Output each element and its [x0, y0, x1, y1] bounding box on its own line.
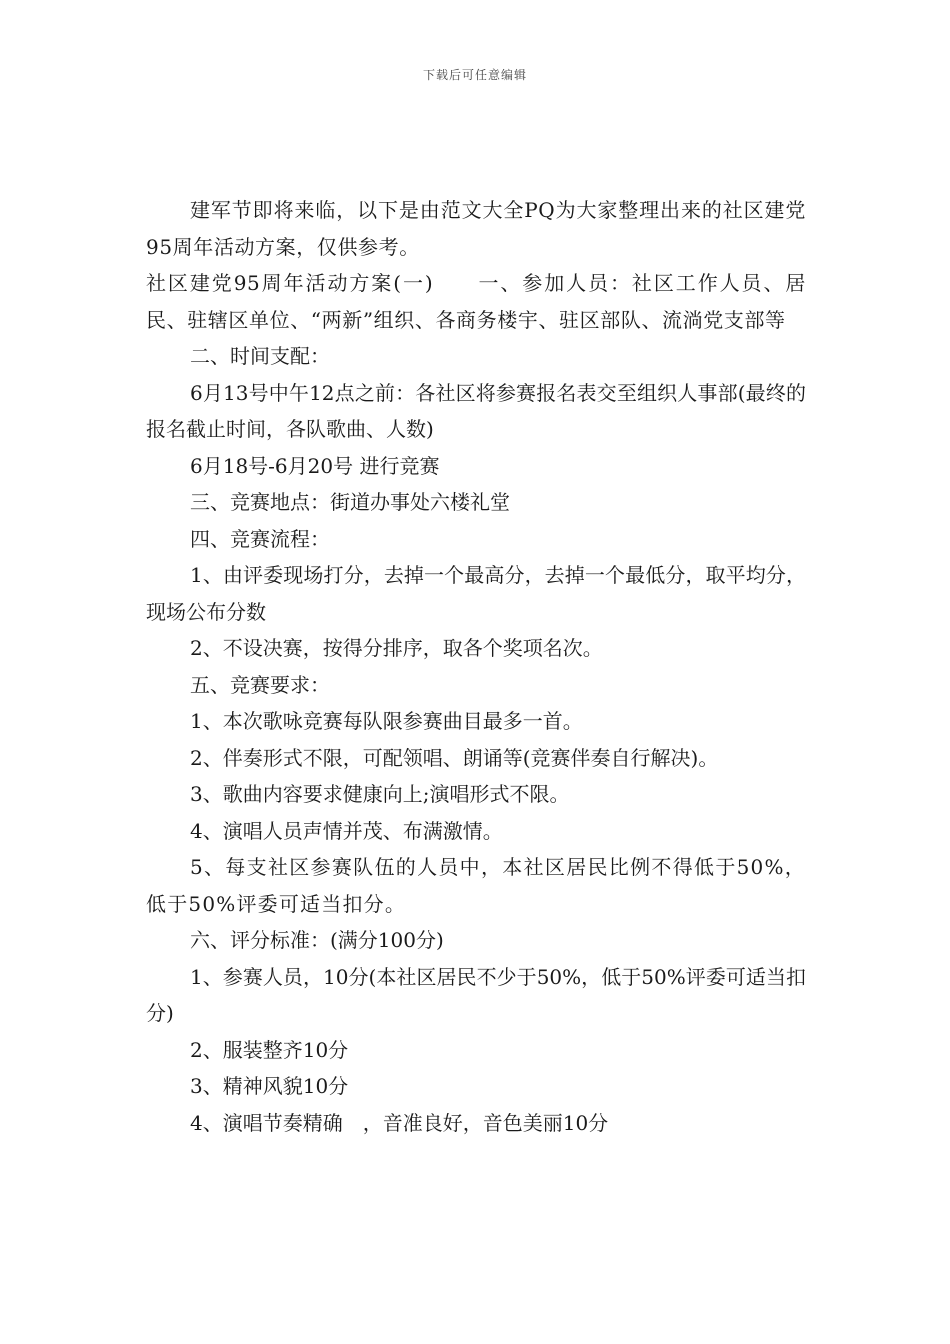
requirement-item-5: 5、每支社区参赛队伍的人员中，本社区居民比例不得低于50%，低于50%评委可适当扣分。 — [146, 855, 806, 916]
requirement-item-1: 1、本次歌咏竞赛每队限参赛曲目最多一首。 — [190, 709, 583, 733]
intro-paragraph: 建军节即将来临，以下是由范文大全PQ为大家整理出来的社区建党95周年活动方案，仅供参考。 — [146, 198, 806, 259]
scoring-item-2: 2、服装整齐10分 — [190, 1037, 349, 1062]
section-requirements-heading: 五、竞赛要求： — [190, 672, 330, 697]
process-item-1: 1、由评委现场打分，去掉一个最高分，去掉一个最低分，取平均分，现场公布分数 — [146, 563, 806, 624]
section-scoring-heading: 六、评分标准：(满分100分) — [190, 928, 444, 952]
process-item-2: 2、不设决赛，按得分排序，取各个奖项名次。 — [190, 636, 603, 660]
time-item-contest-dates: 6月18号-6月20号 进行竞赛 — [190, 453, 440, 478]
scoring-item-4: 4、演唱节奏精确 ，音准良好，音色美丽10分 — [190, 1110, 609, 1135]
scoring-item-3: 3、精神风貌10分 — [190, 1074, 349, 1098]
time-item-deadline: 6月13号中午12点之前：各社区将参赛报名表交至组织人事部(最终的报名截止时间，各队歌曲、人数) — [146, 380, 806, 441]
scoring-item-1: 1、参赛人员，10分(本社区居民不少于50%，低于50%评委可适当扣分) — [146, 964, 806, 1025]
requirement-item-3: 3、歌曲内容要求健康向上;演唱形式不限。 — [190, 782, 570, 806]
page-header: 下载后可任意编辑 — [422, 68, 527, 82]
section-process-heading: 四、竞赛流程： — [190, 526, 330, 551]
section-time-heading: 二、时间支配： — [190, 344, 330, 368]
document-body — [146, 192, 806, 1141]
section-location: 三、竞赛地点：街道办事处六楼礼堂 — [190, 490, 510, 514]
plan-title-paragraph: 社区建党95周年活动方案(一) 一、参加人员：社区工作人员、居民、驻辖区单位、“两新”组织、各商务楼宇、驻区部队、流淌党支部等 — [146, 271, 806, 332]
requirement-item-4: 4、演唱人员声情并茂、布满激情。 — [190, 818, 503, 843]
requirement-item-2: 2、伴奏形式不限，可配领唱、朗诵等(竞赛伴奏自行解决)。 — [190, 745, 719, 770]
